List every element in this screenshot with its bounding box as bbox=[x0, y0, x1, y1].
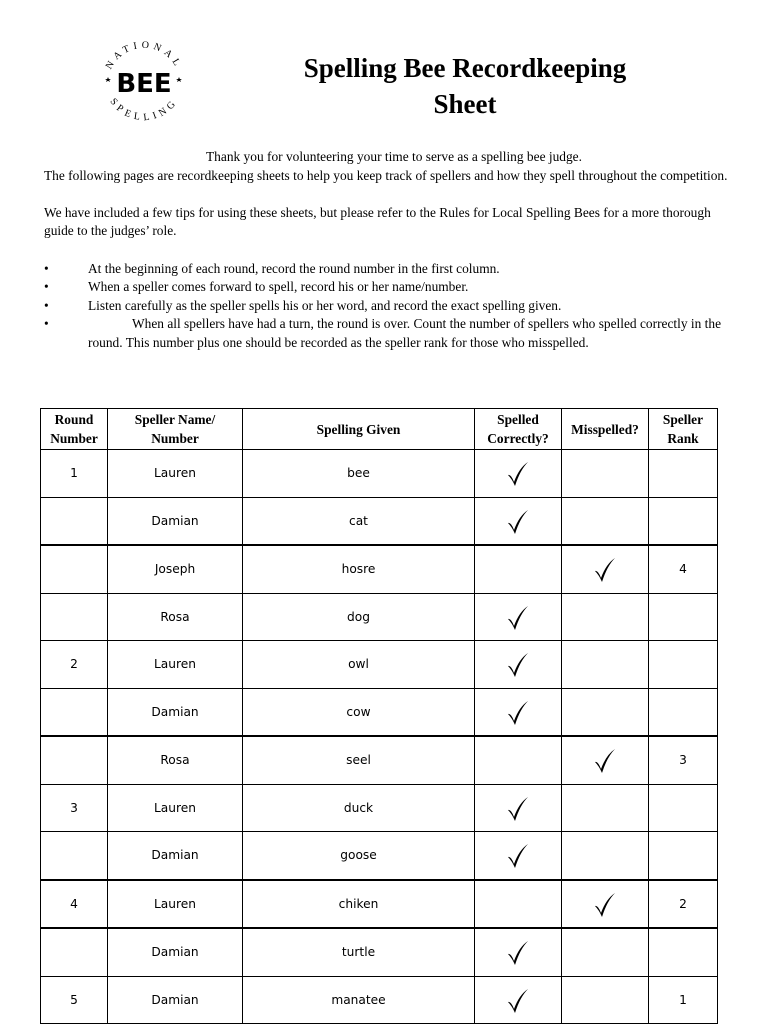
tips-list bbox=[44, 260, 734, 353]
checkmark-icon bbox=[475, 650, 561, 678]
table-row bbox=[41, 497, 718, 545]
checkmark-icon bbox=[475, 841, 561, 869]
misspelled-cell bbox=[562, 688, 649, 736]
round-cell bbox=[41, 832, 108, 880]
misspelled-cell bbox=[562, 450, 649, 498]
rank-cell: 3 bbox=[649, 736, 718, 784]
table-row bbox=[41, 545, 718, 593]
header-misspelled: Misspelled? bbox=[562, 409, 649, 450]
correct-cell bbox=[475, 497, 562, 545]
instructions bbox=[44, 148, 734, 353]
tip-item: • Listen carefully as the speller spells his or her word, and record the exact spelling given. bbox=[44, 297, 562, 313]
title-line-1: Spelling Bee Recordkeeping bbox=[303, 53, 627, 83]
intro-thanks: Thank you for volunteering your time to serve as a spelling bee judge. bbox=[206, 149, 582, 164]
speller-cell: Lauren bbox=[108, 641, 243, 689]
speller-cell: Lauren bbox=[108, 450, 243, 498]
checkmark-icon bbox=[475, 794, 561, 822]
misspelled-cell bbox=[562, 545, 649, 593]
checkmark-icon bbox=[562, 555, 648, 583]
misspelled-cell bbox=[562, 736, 649, 784]
rank-cell bbox=[649, 688, 718, 736]
correct-cell bbox=[475, 593, 562, 641]
speller-cell: Damian bbox=[108, 497, 243, 545]
checkmark-icon bbox=[475, 986, 561, 1014]
spelling-cell: turtle bbox=[243, 928, 475, 976]
speller-cell: Joseph bbox=[108, 545, 243, 593]
svg-text:SPELLING bbox=[108, 96, 181, 123]
misspelled-cell bbox=[562, 784, 649, 832]
speller-cell: Damian bbox=[108, 976, 243, 1024]
record-table bbox=[40, 408, 718, 1024]
speller-cell: Damian bbox=[108, 928, 243, 976]
round-cell: 5 bbox=[41, 976, 108, 1024]
speller-cell: Rosa bbox=[108, 593, 243, 641]
tip-item: • At the beginning of each round, record the round number in the first column. bbox=[44, 260, 500, 276]
header-round: Round Number bbox=[41, 409, 108, 450]
page-title bbox=[250, 50, 680, 122]
round-cell bbox=[41, 928, 108, 976]
spelling-cell: seel bbox=[243, 736, 475, 784]
table-row bbox=[41, 784, 718, 832]
correct-cell bbox=[475, 688, 562, 736]
misspelled-cell bbox=[562, 497, 649, 545]
round-cell bbox=[41, 688, 108, 736]
round-cell bbox=[41, 497, 108, 545]
correct-cell bbox=[475, 545, 562, 593]
table-body bbox=[41, 450, 718, 1024]
misspelled-cell bbox=[562, 832, 649, 880]
tip-item: • When a speller comes forward to spell, record his or her name/number. bbox=[44, 279, 469, 295]
logo-arc-top: NATIONAL bbox=[103, 39, 185, 72]
checkmark-icon bbox=[475, 507, 561, 535]
spelling-cell: bee bbox=[243, 450, 475, 498]
correct-cell bbox=[475, 736, 562, 784]
round-cell bbox=[41, 736, 108, 784]
svg-text:NATIONAL bbox=[104, 40, 185, 72]
logo-text: BEE bbox=[116, 69, 172, 99]
misspelled-cell bbox=[562, 976, 649, 1024]
speller-cell: Damian bbox=[108, 832, 243, 880]
spelling-cell: manatee bbox=[243, 976, 475, 1024]
round-cell: 1 bbox=[41, 450, 108, 498]
misspelled-cell bbox=[562, 928, 649, 976]
table-header-row bbox=[41, 409, 718, 450]
title-line-2: Sheet bbox=[433, 89, 497, 119]
correct-cell bbox=[475, 832, 562, 880]
spelling-cell: dog bbox=[243, 593, 475, 641]
table-row bbox=[41, 450, 718, 498]
correct-cell bbox=[475, 880, 562, 929]
rank-cell bbox=[649, 832, 718, 880]
misspelled-cell bbox=[562, 880, 649, 929]
checkmark-icon bbox=[475, 698, 561, 726]
rank-cell: 1 bbox=[649, 976, 718, 1024]
intro-tips: We have included a few tips for using these sheets, but please refer to the Rules for Local Spelling Bees for a more thorough guide to the judges’ role. bbox=[44, 204, 711, 239]
table-row bbox=[41, 688, 718, 736]
correct-cell bbox=[475, 976, 562, 1024]
intro-purpose: The following pages are recordkeeping sheets to help you keep track of spellers and how they spell throughout the competition. bbox=[44, 167, 728, 183]
spelling-bee-logo bbox=[92, 30, 196, 134]
misspelled-cell bbox=[562, 641, 649, 689]
correct-cell bbox=[475, 784, 562, 832]
round-cell: 2 bbox=[41, 641, 108, 689]
checkmark-icon bbox=[475, 459, 561, 487]
spelling-cell: chiken bbox=[243, 880, 475, 929]
table-row bbox=[41, 976, 718, 1024]
rank-cell bbox=[649, 593, 718, 641]
table-row bbox=[41, 641, 718, 689]
header-rank: Speller Rank bbox=[649, 409, 718, 450]
rank-cell: 2 bbox=[649, 880, 718, 929]
spelling-cell: cow bbox=[243, 688, 475, 736]
speller-cell: Lauren bbox=[108, 880, 243, 929]
round-cell bbox=[41, 545, 108, 593]
table-row bbox=[41, 832, 718, 880]
rank-cell bbox=[649, 450, 718, 498]
checkmark-icon bbox=[475, 938, 561, 966]
checkmark-icon bbox=[475, 603, 561, 631]
speller-cell: Lauren bbox=[108, 784, 243, 832]
spelling-cell: cat bbox=[243, 497, 475, 545]
round-cell bbox=[41, 593, 108, 641]
header-speller: Speller Name/ Number bbox=[108, 409, 243, 450]
misspelled-cell bbox=[562, 593, 649, 641]
round-cell: 4 bbox=[41, 880, 108, 929]
table-row bbox=[41, 880, 718, 929]
spelling-cell: duck bbox=[243, 784, 475, 832]
header-spelling: Spelling Given bbox=[243, 409, 475, 450]
rank-cell bbox=[649, 928, 718, 976]
speller-cell: Rosa bbox=[108, 736, 243, 784]
rank-cell bbox=[649, 497, 718, 545]
checkmark-icon bbox=[562, 890, 648, 918]
tip-item: • When all spellers have had a turn, the round is over. Count the number of spellers who spelled correctly in the round. This number plus one should be recorded as the speller rank for those who misspelled. bbox=[44, 316, 722, 350]
rank-cell: 4 bbox=[649, 545, 718, 593]
table-row bbox=[41, 593, 718, 641]
table-row bbox=[41, 736, 718, 784]
rank-cell bbox=[649, 641, 718, 689]
spelling-cell: owl bbox=[243, 641, 475, 689]
spelling-cell: hosre bbox=[243, 545, 475, 593]
correct-cell bbox=[475, 450, 562, 498]
table-row bbox=[41, 928, 718, 976]
checkmark-icon bbox=[562, 746, 648, 774]
logo-arc-bottom: SPELLING bbox=[107, 96, 181, 124]
round-cell: 3 bbox=[41, 784, 108, 832]
spelling-cell: goose bbox=[243, 832, 475, 880]
correct-cell bbox=[475, 928, 562, 976]
header-correct: Spelled Correctly? bbox=[475, 409, 562, 450]
speller-cell: Damian bbox=[108, 688, 243, 736]
rank-cell bbox=[649, 784, 718, 832]
correct-cell bbox=[475, 641, 562, 689]
